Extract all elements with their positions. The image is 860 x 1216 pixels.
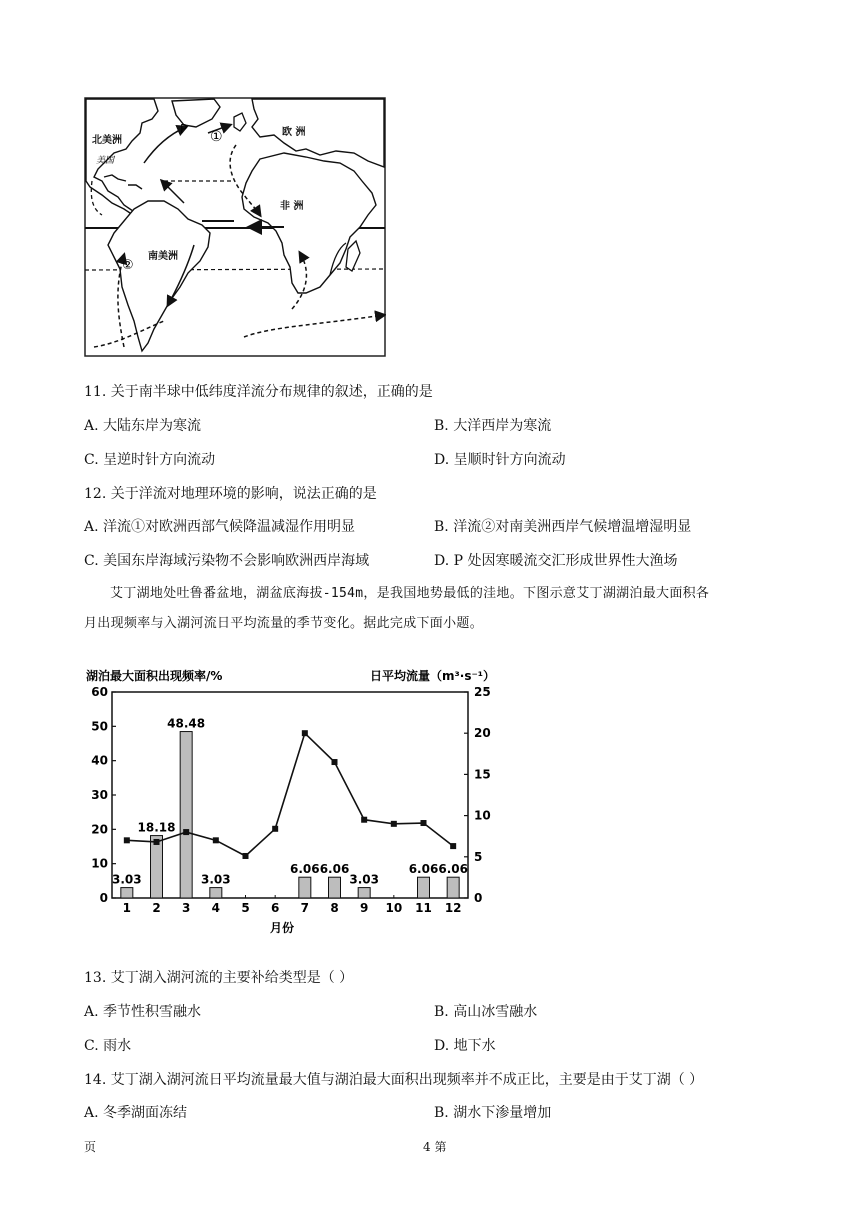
x-tick-label: 2: [152, 901, 161, 915]
q13-option-a: A. 季节性积雪融水: [84, 1004, 202, 1020]
x-tick-label: 1: [122, 901, 132, 915]
bar: [180, 732, 192, 898]
label-north-america: 北美洲: [92, 135, 122, 146]
q13-option-c: C. 雨水: [84, 1038, 132, 1054]
flow-point: [183, 829, 189, 835]
flow-point: [332, 759, 338, 765]
left-tick-label: 60: [91, 685, 108, 699]
label-europe: 欧 洲: [282, 127, 306, 138]
right-tick-label: 10: [474, 808, 491, 823]
bar-value-label: 48.48: [167, 716, 206, 731]
ocean-current-map: [84, 97, 386, 357]
flow-point: [302, 730, 308, 736]
x-tick-label: 9: [359, 901, 369, 915]
q12-option-a: A. 洋流①对欧洲西部气候降温减湿作用明显: [84, 519, 356, 535]
bar: [299, 877, 311, 898]
bar-value-label: 6.06: [319, 862, 350, 877]
label-africa: 非 洲: [280, 201, 304, 212]
x-tick-label: 11: [415, 901, 432, 915]
q14-option-a: A. 冬季湖面冻结: [84, 1105, 188, 1121]
chart-left-title: 湖泊最大面积出现频率/%: [86, 669, 223, 683]
flow-point: [272, 826, 278, 832]
chart-right-title: 日平均流量（m³·s⁻¹）: [370, 669, 496, 683]
flow-line: [127, 733, 453, 856]
label-south-america: 南美洲: [148, 251, 178, 262]
bar: [418, 877, 430, 898]
bar: [210, 888, 222, 898]
left-tick-label: 30: [91, 788, 108, 802]
q14-stem: 14. 艾丁湖入湖河流日平均流量最大值与湖泊最大面积出现频率并不成正比，主要是由于艾丁湖（ ）: [84, 1072, 704, 1088]
q14-option-b: B. 湖水下渗量增加: [434, 1105, 552, 1121]
bar-value-label: 3.03: [349, 872, 379, 887]
left-tick-label: 50: [91, 719, 108, 734]
flow-point: [154, 839, 160, 845]
right-tick-label: 15: [474, 767, 491, 782]
bar: [121, 888, 133, 898]
left-tick-label: 0: [99, 891, 108, 905]
intro-paragraph: [84, 579, 784, 639]
right-tick-label: 0: [474, 891, 483, 905]
q11-option-d: D. 呈顺时针方向流动: [434, 452, 566, 468]
q11-stem: 11. 关于南半球中低纬度洋流分布规律的叙述，正确的是: [84, 384, 433, 400]
q12-option-c: C. 美国东岸海域污染物不会影响欧洲西岸海域: [84, 553, 370, 569]
bar-value-label: 6.06: [408, 862, 439, 877]
x-tick-label: 5: [241, 901, 250, 915]
footer-page-number: 4 第: [423, 1140, 447, 1154]
q13-option-d: D. 地下水: [434, 1038, 496, 1054]
bar-value-label: 6.06: [290, 862, 320, 877]
flow-point: [213, 837, 219, 843]
bar: [447, 877, 459, 898]
chart-line: [124, 730, 456, 859]
q11-option-a: A. 大陆东岸为寒流: [84, 418, 202, 434]
right-tick-label: 5: [474, 849, 483, 864]
left-tick-label: 10: [91, 856, 108, 871]
flow-point: [124, 837, 130, 843]
right-tick-label: 20: [474, 726, 491, 741]
x-tick-label: 10: [385, 901, 403, 915]
q11-option-c: C. 呈逆时针方向流动: [84, 452, 216, 468]
flow-point: [450, 843, 456, 849]
intro-line-2: 月出现频率与入湖河流日平均流量的季节变化。据此完成下面小题。: [84, 616, 484, 631]
flow-point: [391, 821, 397, 827]
x-tick-label: 6: [270, 901, 280, 915]
q12-option-b: B. 洋流②对南美洲西岸气候增温增湿明显: [434, 519, 692, 535]
flow-point: [421, 820, 427, 826]
left-tick-label: 20: [91, 822, 108, 837]
x-tick-label: 4: [211, 901, 221, 915]
chart-xlabel: 月份: [270, 921, 295, 935]
bar: [358, 888, 370, 898]
flow-point: [361, 817, 367, 823]
flow-point: [243, 853, 249, 859]
x-tick-label: 3: [181, 901, 191, 915]
left-tick-label: 40: [91, 753, 108, 768]
intro-line-1: 艾丁湖地处吐鲁番盆地，湖盆底海拔-154m，是我国地势最低的洼地。下图示意艾丁湖湖泊最大面积各: [110, 586, 710, 601]
x-tick-label: 8: [330, 901, 339, 915]
footer-left: 页: [84, 1140, 97, 1154]
label-current-1: ①: [210, 129, 223, 145]
bar-value-label: 3.03: [201, 872, 231, 887]
bar: [329, 877, 341, 898]
label-point-p: P: [180, 122, 188, 136]
x-tick-label: 12: [444, 901, 462, 915]
bar-value-label: 3.03: [112, 872, 142, 887]
q13-option-b: B. 高山冰雪融水: [434, 1004, 538, 1020]
label-usa: 美国: [96, 156, 115, 166]
q12-option-d: D. P 处因寒暖流交汇形成世界性大渔场: [434, 553, 678, 569]
bar-value-label: 6.06: [438, 862, 468, 877]
right-tick-label: 25: [474, 685, 491, 699]
bar-value-label: 18.18: [137, 820, 176, 835]
lake-flow-chart: [84, 666, 514, 946]
q12-stem: 12. 关于洋流对地理环境的影响，说法正确的是: [84, 486, 377, 502]
chart-labels: [112, 717, 468, 887]
x-tick-label: 7: [300, 901, 310, 915]
q13-stem: 13. 艾丁湖入湖河流的主要补给类型是（ ）: [84, 970, 354, 986]
q11-option-b: B. 大洋西岸为寒流: [434, 418, 552, 434]
label-current-2: ②: [122, 258, 134, 273]
